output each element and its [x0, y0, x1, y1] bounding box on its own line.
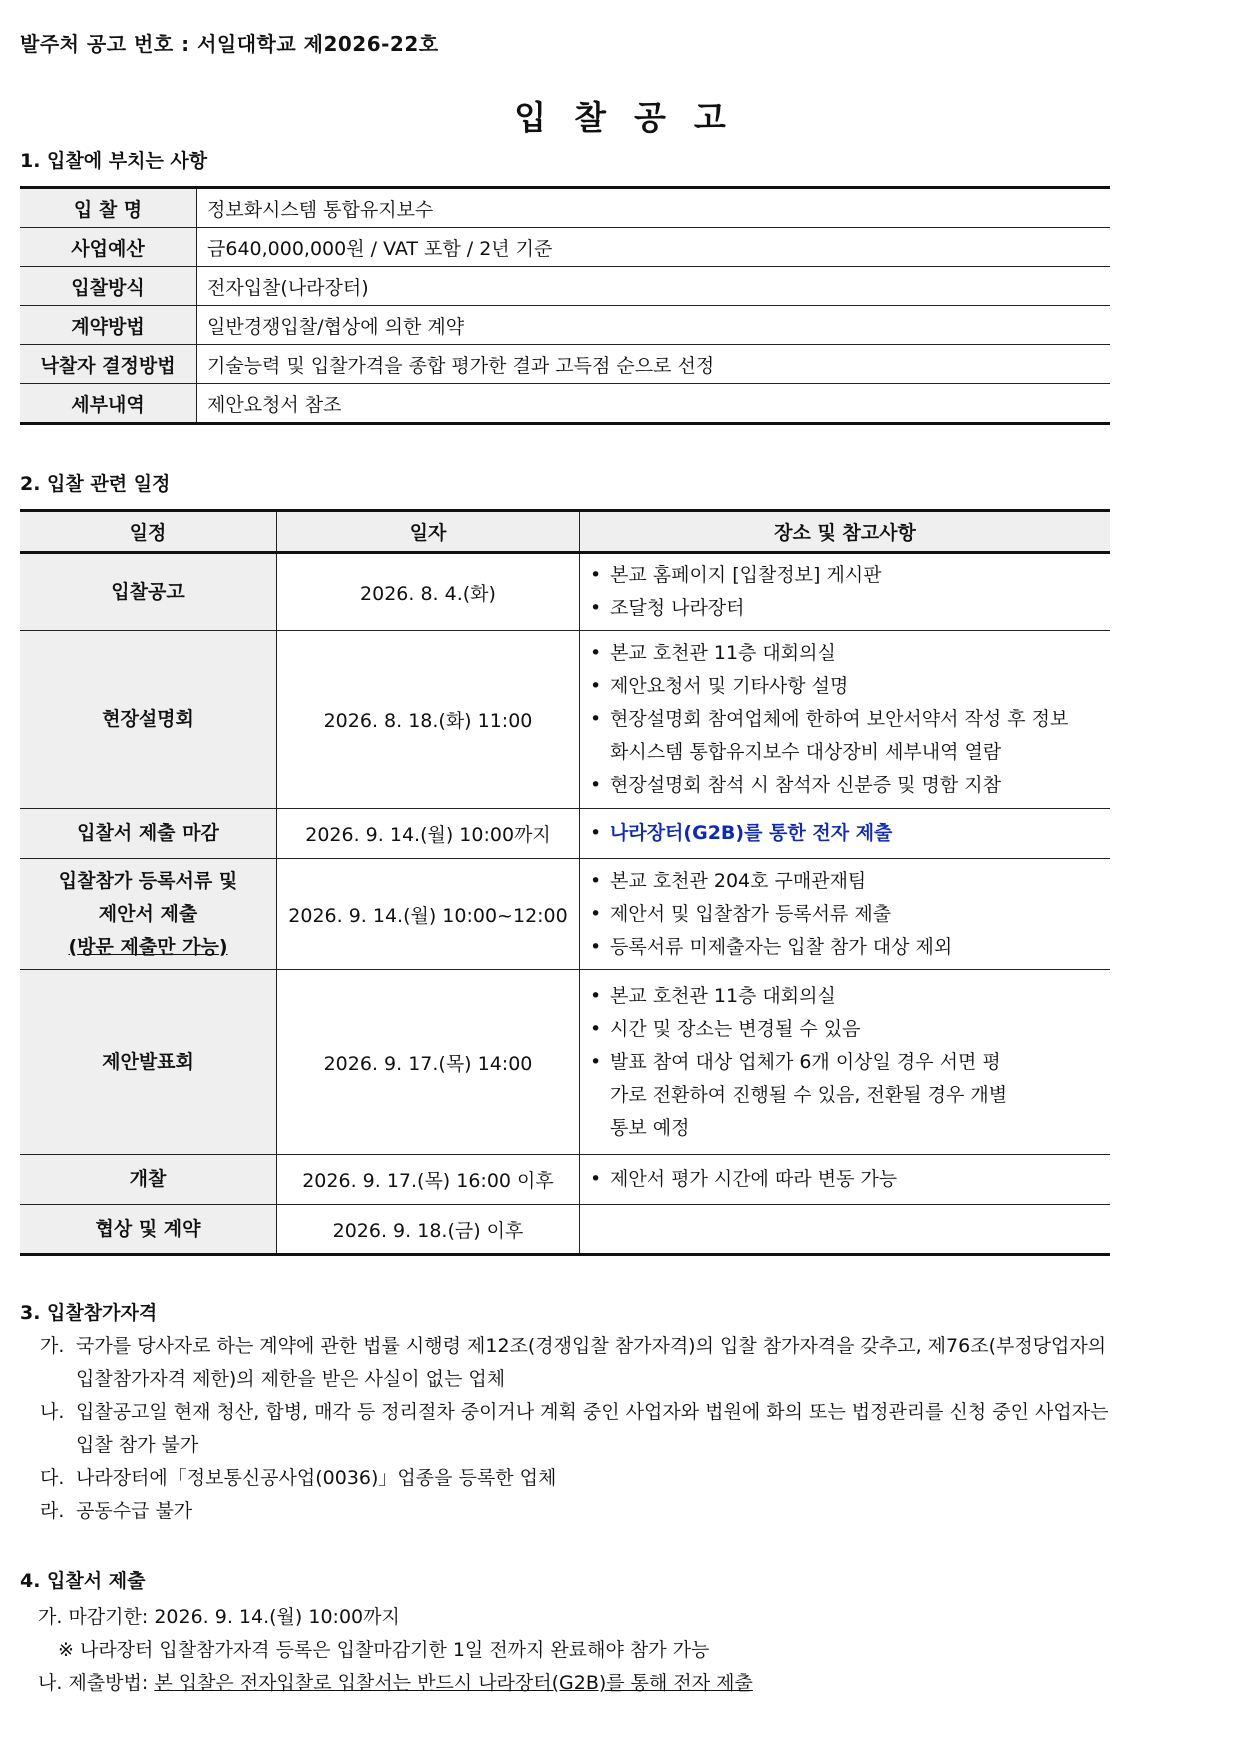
bullet-icon: •: [590, 1168, 602, 1190]
schedule-cell: [20, 631, 277, 809]
row-label: 낙찰자 결정방법: [20, 345, 197, 384]
method-line: [38, 1667, 1118, 1700]
list-text: 국가를 당사자로 하는 계약에 관한 법률 시행령 제12조(경쟁입찰 참가자격)의 입찰 참가자격을 갖추고, 제76조(부정당업자의 입찰참가자격 제한)의 제한을 받은 사실이 없는 업체: [76, 1335, 1107, 1390]
deadline-line: [38, 1601, 1118, 1634]
registration-note: ※ 나라장터 입찰참가자격 등록은 입찰마감기한 1일 전까지 완료해야 참가 가능: [58, 1639, 710, 1661]
section4-heading: 4. 입찰서 제출: [20, 1570, 146, 1592]
section2-heading: 2. 입찰 관련 일정: [20, 473, 171, 495]
list-item: [590, 703, 1110, 769]
notes-cell: [580, 970, 1111, 1155]
list-marker: 나.: [38, 1672, 63, 1694]
row-value: 정보화시스템 통합유지보수: [197, 188, 1111, 228]
column-header: 장소 및 참고사항: [580, 511, 1111, 553]
table-row: [20, 553, 1110, 631]
list-item: [590, 980, 1110, 1013]
row-label: 사업예산: [20, 228, 197, 267]
bullet-icon: •: [590, 869, 602, 892]
date-cell: 2026. 9. 14.(월) 10:00~12:00: [277, 859, 580, 970]
table-row: [20, 859, 1110, 970]
date-cell: 2026. 9. 18.(금) 이후: [277, 1205, 580, 1255]
method-label: 제출방법:: [68, 1672, 149, 1694]
date-cell: 2026. 8. 4.(화): [277, 553, 580, 631]
list-item: [590, 1046, 1110, 1145]
table-header-row: [20, 511, 1110, 553]
schedule-label-note: (방문 제출만 가능): [68, 935, 228, 958]
list-text: 입찰공고일 현재 청산, 합병, 매각 등 정리절차 중이거나 계획 중인 사업자와 법원에 화의 또는 법정관리를 신청 중인 사업자는 입찰 참가 불가: [76, 1401, 1109, 1456]
table-row: [20, 970, 1110, 1155]
list-item: [590, 865, 1110, 898]
method-value: 본 입찰은 전자입찰로 입찰서는 반드시 나라장터(G2B)를 통해 전자 제출: [154, 1672, 753, 1694]
bullet-icon: •: [590, 597, 602, 619]
schedule-label: 입찰참가 등록서류 및: [58, 869, 238, 892]
submission-info: [38, 1601, 1118, 1700]
bullet-icon: •: [590, 902, 602, 925]
note-text: 발표 참여 대상 업체가 6개 이상일 경우 서면 평가로 전환하여 진행될 수 있음, 전환될 경우 개별 통보 예정: [610, 1050, 1008, 1139]
table-row: [20, 1155, 1110, 1205]
note-text: 제안서 평가 시간에 따라 변동 가능: [610, 1168, 898, 1190]
list-marker: 라.: [40, 1500, 65, 1522]
note-text: 본교 호천관 11층 대회의실: [610, 984, 836, 1007]
table-row: [20, 188, 1110, 228]
date-cell: 2026. 8. 18.(화) 11:00: [277, 631, 580, 809]
schedule-cell: [20, 970, 277, 1155]
qualification-list: [40, 1330, 1120, 1528]
notes-cell: [580, 809, 1111, 859]
table-row: [20, 267, 1110, 306]
list-marker: 가.: [38, 1606, 63, 1628]
page-title: 입찰공고: [514, 98, 754, 137]
row-value: 금640,000,000원 / VAT 포함 / 2년 기준: [197, 228, 1111, 267]
list-item: [590, 670, 1110, 703]
list-item: [40, 1495, 1120, 1528]
note-text: 조달청 나라장터: [610, 597, 745, 619]
date-cell: 2026. 9. 17.(목) 14:00: [277, 970, 580, 1155]
schedule-cell: [20, 1155, 277, 1205]
table-row: [20, 306, 1110, 345]
schedule-label: 현장설명회: [102, 708, 194, 730]
section1-heading: 1. 입찰에 부치는 사항: [20, 150, 208, 172]
schedule-label: 입찰공고: [111, 580, 185, 603]
table-row: [20, 228, 1110, 267]
bullet-icon: •: [590, 1017, 602, 1040]
list-item: [40, 1330, 1120, 1396]
table-row: [20, 1205, 1110, 1255]
notice-number: 발주처 공고 번호 : 서일대학교 제2026-22호: [20, 32, 439, 56]
section3-heading: 3. 입찰참가자격: [20, 1302, 158, 1324]
schedule-cell: [20, 809, 277, 859]
list-marker: 가.: [40, 1335, 65, 1357]
list-item: [590, 817, 1110, 850]
row-label: 세부내역: [20, 384, 197, 424]
column-header: 일자: [277, 511, 580, 553]
row-label: 입찰방식: [20, 267, 197, 306]
table-row: [20, 809, 1110, 859]
schedule-label: 협상 및 계약: [95, 1217, 201, 1240]
list-item: [590, 592, 1110, 625]
bullet-icon: •: [590, 935, 602, 958]
table-row: [20, 384, 1110, 424]
schedule-label: 개찰: [129, 1168, 167, 1190]
deadline-label: 마감기한:: [68, 1606, 149, 1628]
list-item: [590, 769, 1110, 802]
list-text: 나라장터에「정보통신공사업(0036)」업종을 등록한 업체: [76, 1467, 557, 1489]
notes-cell: [580, 859, 1111, 970]
list-item: [590, 931, 1110, 964]
list-item: [590, 1163, 1110, 1196]
note-text: 현장설명회 참여업체에 한하여 보안서약서 작성 후 정보화시스템 통합유지보수 대상장비 세부내역 열람: [610, 708, 1069, 763]
list-item: [590, 1013, 1110, 1046]
notes-cell: [580, 1205, 1111, 1255]
list-item: [590, 559, 1110, 592]
schedule-table: [20, 509, 1110, 1256]
note-text: 본교 홈페이지 [입찰정보] 게시판: [610, 564, 882, 586]
row-value: 기술능력 및 입찰가격을 종합 평가한 결과 고득점 순으로 선정: [197, 345, 1111, 384]
bullet-icon: •: [590, 564, 602, 586]
list-item: [590, 898, 1110, 931]
list-item: [40, 1396, 1120, 1462]
schedule-cell: [20, 553, 277, 631]
note-text: 시간 및 장소는 변경될 수 있음: [610, 1017, 861, 1040]
note-text: 본교 호천관 204호 구매관재팀: [610, 869, 867, 892]
row-value: 일반경쟁입찰/협상에 의한 계약: [197, 306, 1111, 345]
bullet-icon: •: [590, 822, 602, 844]
list-marker: 다.: [40, 1467, 65, 1489]
table-row: [20, 631, 1110, 809]
bullet-icon: •: [590, 708, 602, 730]
schedule-cell: [20, 859, 277, 970]
row-value: 전자입찰(나라장터): [197, 267, 1111, 306]
note-text: 본교 호천관 11층 대회의실: [610, 642, 836, 664]
table-row: [20, 345, 1110, 384]
list-text: 공동수급 불가: [76, 1500, 193, 1522]
bullet-icon: •: [590, 984, 602, 1007]
bid-overview-table: [20, 186, 1110, 425]
note-text: 등록서류 미제출자는 입찰 참가 대상 제외: [610, 935, 953, 958]
bullet-icon: •: [590, 774, 602, 796]
schedule-label: 제안발표회: [102, 1050, 194, 1073]
note-text: 현장설명회 참석 시 참석자 신분증 및 명함 지참: [610, 774, 1002, 796]
notes-cell: [580, 1155, 1111, 1205]
bullet-icon: •: [590, 642, 602, 664]
row-label: 계약방법: [20, 306, 197, 345]
bullet-icon: •: [590, 1050, 602, 1073]
date-cell: 2026. 9. 17.(목) 16:00 이후: [277, 1155, 580, 1205]
date-cell: 2026. 9. 14.(월) 10:00까지: [277, 809, 580, 859]
list-marker: 나.: [40, 1401, 65, 1423]
note-text: 제안서 및 입찰참가 등록서류 제출: [610, 902, 892, 925]
notes-cell: [580, 553, 1111, 631]
list-item: [590, 637, 1110, 670]
note-text-highlight: 나라장터(G2B)를 통한 전자 제출: [610, 822, 893, 844]
row-label: 입 찰 명: [20, 188, 197, 228]
schedule-label: 입찰서 제출 마감: [77, 822, 219, 844]
schedule-cell: [20, 1205, 277, 1255]
bullet-icon: •: [590, 675, 602, 697]
list-item: [40, 1462, 1120, 1495]
column-header: 일정: [20, 511, 277, 553]
notes-cell: [580, 631, 1111, 809]
schedule-label: 제안서 제출: [98, 902, 198, 925]
row-value: 제안요청서 참조: [197, 384, 1111, 424]
note-text: 제안요청서 및 기타사항 설명: [610, 675, 849, 697]
deadline-value: 2026. 9. 14.(월) 10:00까지: [154, 1606, 400, 1628]
